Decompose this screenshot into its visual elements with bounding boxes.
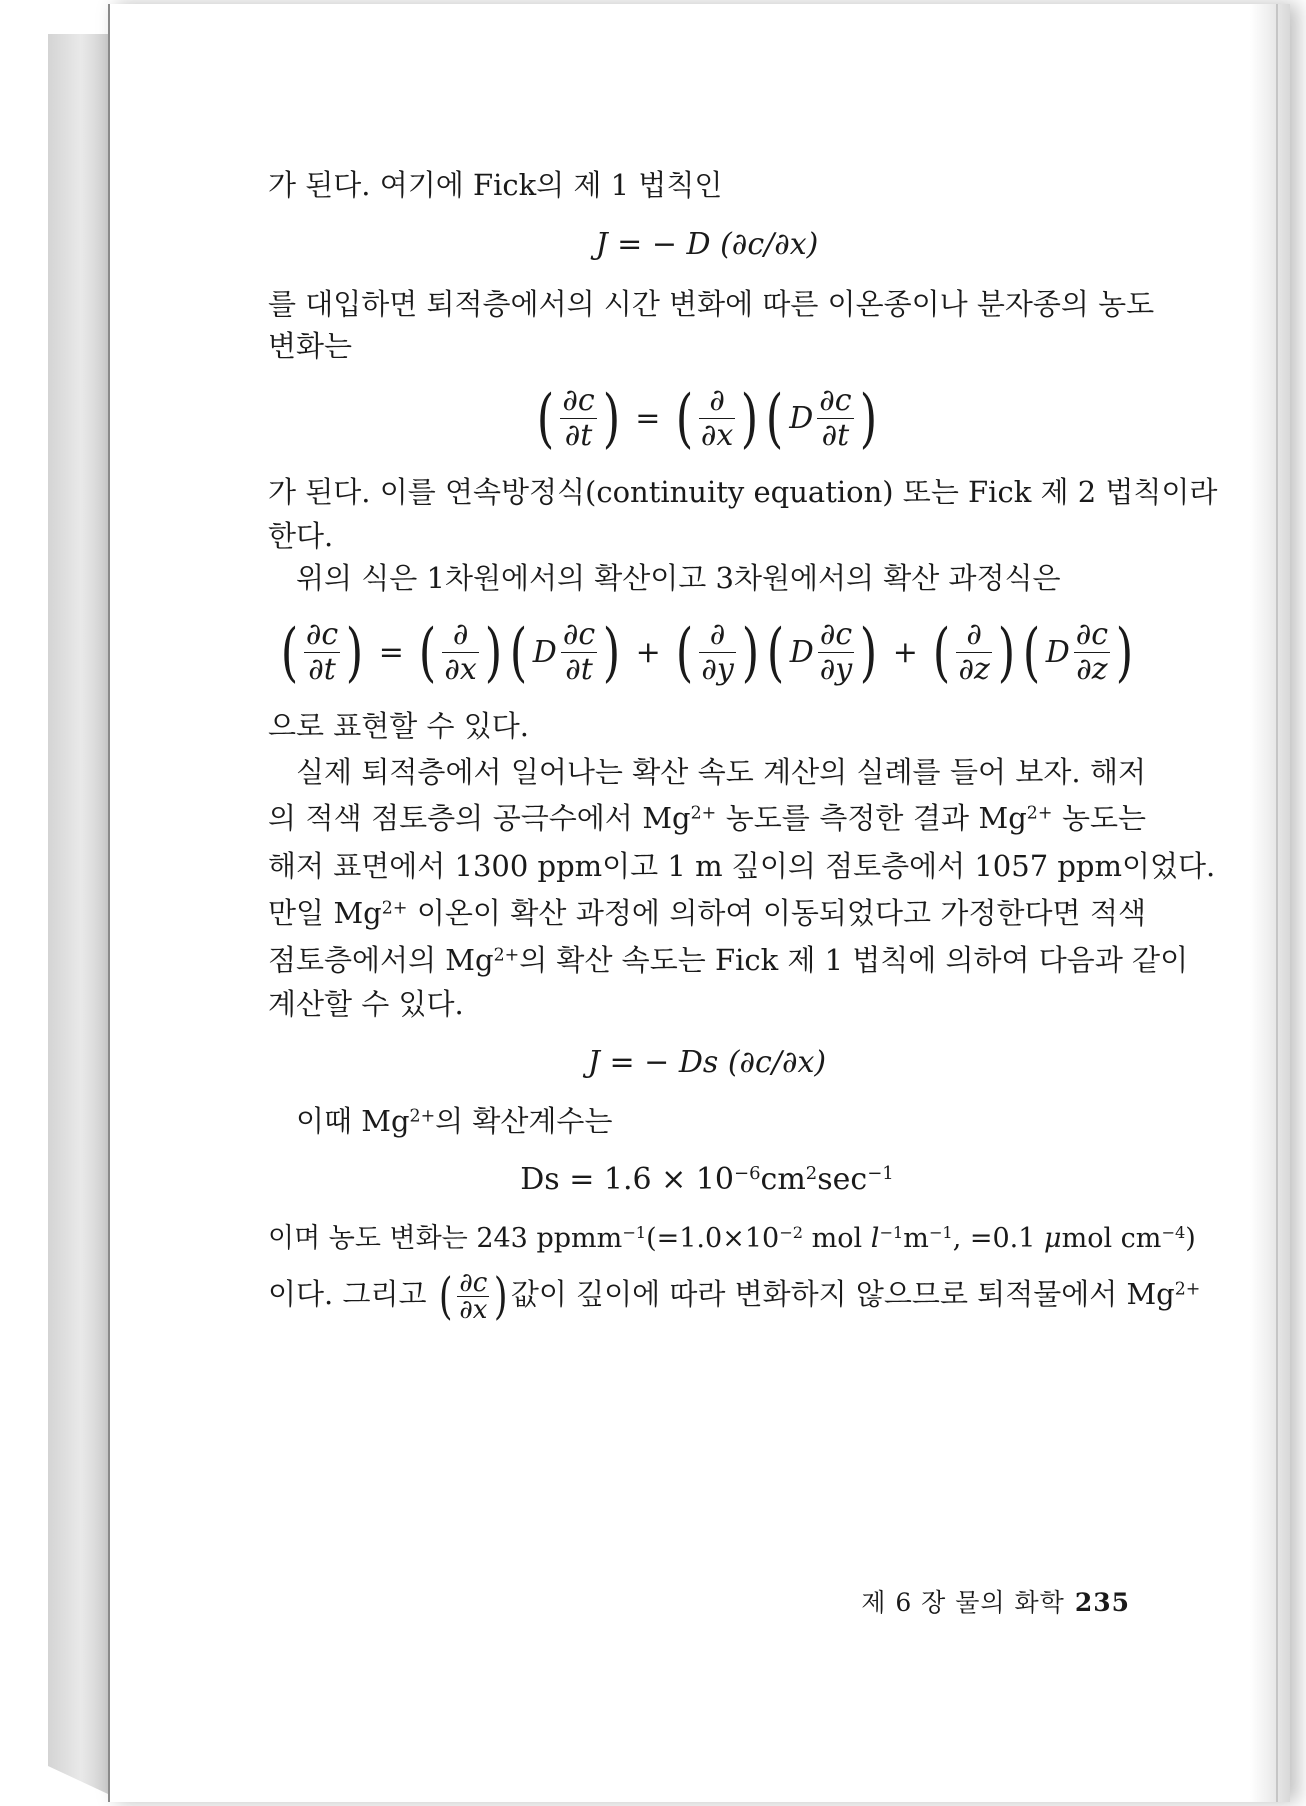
equation-fick-first-law: J = − D (∂c/∂x): [595, 227, 819, 262]
page-edge: [1250, 4, 1290, 1802]
text-line: 으로 표현할 수 있다.: [268, 709, 529, 743]
text-line: 계산할 수 있다.: [268, 987, 464, 1021]
equation-continuity-3d: ( $\frac{\partial c}{\partial t}$ ) = ( $\frac{\partial}{\partial x}$ ) ( D $\frac{\partial c}{\partial t}$ ) + ( $\frac{\partial}{\partial y}$ ) ( D $\frac{\partial c}{\partial y}$ ) + ( $\frac{\partial}{\partial z}$ ) ( D $\frac{\partial c}{\partial z}$ ): [280, 615, 1134, 690]
text-line: 실제 퇴적층에서 일어나는 확산 속도 계산의 실례를 들어 보자. 해저: [296, 755, 1146, 789]
page-footer: [800, 1583, 1130, 1619]
book-spine: [48, 34, 108, 1794]
text-line: 한다.: [268, 519, 334, 553]
equation-continuity-1d: ( $\frac{\partial c}{\partial t}$ ) = ( $\frac{\partial}{\partial x}$ ) ( D $\frac{\partial c}{\partial t}$ ): [537, 381, 877, 456]
chapter-title: 제 6 장 물의 화학: [861, 1588, 1065, 1617]
text-line: 해저 표면에서 1300 ppm이고 1 m 깊이의 점토층에서 1057 ppm이었다.: [268, 849, 1216, 883]
equation-diffusion-coefficient: $Ds = 1.6 \times 10^{-6}cm^2\sec^{-1}$: [520, 1162, 894, 1197]
text-line: 가 된다. 여기에 Fick의 제 1 법칙인: [268, 168, 723, 202]
text-line: 가 된다. 이를 연속방정식(continuity equation) 또는 Fick 제 2 법칙이라: [268, 475, 1218, 509]
text-line: 점토층에서의 $Mg^{2+}$의 확산 속도는 Fick 제 1 법칙에 의하여 다음과 같이: [268, 943, 1189, 977]
text-line: 를 대입하면 퇴적층에서의 시간 변화에 따른 이온종이나 분자종의 농도: [268, 287, 1155, 321]
text-line: 만일 $Mg^{2+}$ 이온이 확산 과정에 의하여 이동되었다고 가정한다면 적색: [268, 896, 1146, 930]
text-line: 변화는: [268, 329, 353, 363]
text-line: 이다. 그리고 ( $\frac{\partial c}{\partial x}$ ) 값이 깊이에 따라 변화하지 않으므로 퇴적물에서 $Mg^{2+}$: [268, 1267, 1201, 1325]
text-line: 이며 농도 변화는 243 $ppmm^{-1}(=1.0\times 10^{-2}$ mol $l^{-1}m^{-1}$, =0.1 μmol $cm^{-4}$): [268, 1223, 1196, 1254]
equation-diffusion-rate: J = − Ds (∂c/∂x): [587, 1045, 827, 1080]
text-line: 의 적색 점토층의 공극수에서 $Mg^{2+}$ 농도를 측정한 결과 $Mg^{2+}$ 농도는: [268, 801, 1146, 835]
text-line: 이때 $Mg^{2+}$의 확산계수는: [296, 1104, 613, 1138]
text-line: 위의 식은 1차원에서의 확산이고 3차원에서의 확산 과정식은: [296, 561, 1061, 595]
page-number: 235: [1074, 1588, 1130, 1617]
